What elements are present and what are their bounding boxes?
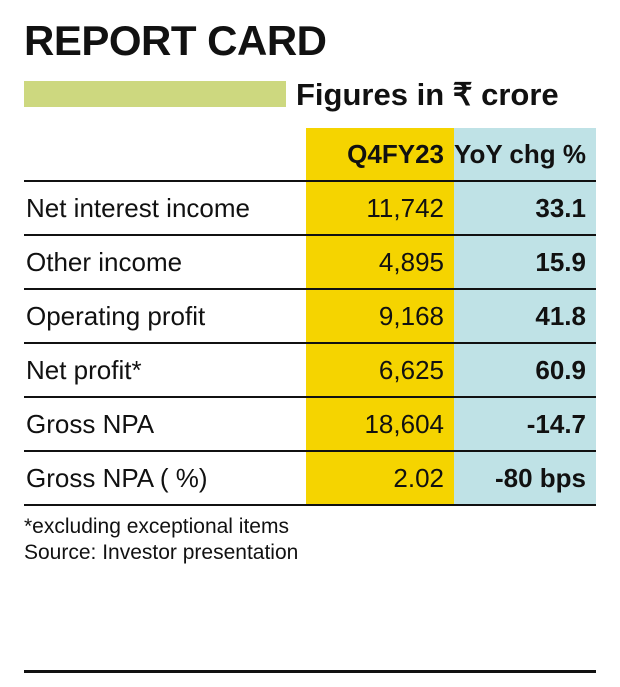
row-label: Other income <box>24 235 306 289</box>
table-row <box>24 397 596 451</box>
table-row <box>24 451 596 505</box>
table-row <box>24 343 596 397</box>
row-change: 15.9 <box>454 235 596 289</box>
table-header-row <box>24 128 596 181</box>
column-header-blank <box>24 128 306 181</box>
subtitle-color-swatch <box>24 81 286 107</box>
row-label: Operating profit <box>24 289 306 343</box>
footnotes <box>24 514 596 567</box>
row-change: -14.7 <box>454 397 596 451</box>
bottom-divider <box>24 670 596 673</box>
row-change: 33.1 <box>454 181 596 235</box>
table-row <box>24 181 596 235</box>
report-table <box>24 128 596 506</box>
subtitle-text: Figures in ₹ crore <box>296 76 559 112</box>
row-value: 9,168 <box>306 289 454 343</box>
column-header-change: YoY chg % <box>454 128 596 181</box>
row-label: Gross NPA ( %) <box>24 451 306 505</box>
subtitle-row <box>24 74 596 114</box>
footnote-source: Source: Investor presentation <box>24 541 299 565</box>
footnote-exclusion: *excluding exceptional items <box>24 515 289 539</box>
report-card-panel <box>0 18 620 687</box>
column-header-value: Q4FY23 <box>306 128 454 181</box>
row-value: 2.02 <box>306 451 454 505</box>
row-value: 4,895 <box>306 235 454 289</box>
row-value: 18,604 <box>306 397 454 451</box>
row-label: Gross NPA <box>24 397 306 451</box>
row-value: 11,742 <box>306 181 454 235</box>
row-change: -80 bps <box>454 451 596 505</box>
table-row <box>24 289 596 343</box>
row-change: 60.9 <box>454 343 596 397</box>
row-label: Net interest income <box>24 181 306 235</box>
row-label: Net profit* <box>24 343 306 397</box>
row-change: 41.8 <box>454 289 596 343</box>
page-title: REPORT CARD <box>24 17 327 64</box>
table-row <box>24 235 596 289</box>
row-value: 6,625 <box>306 343 454 397</box>
